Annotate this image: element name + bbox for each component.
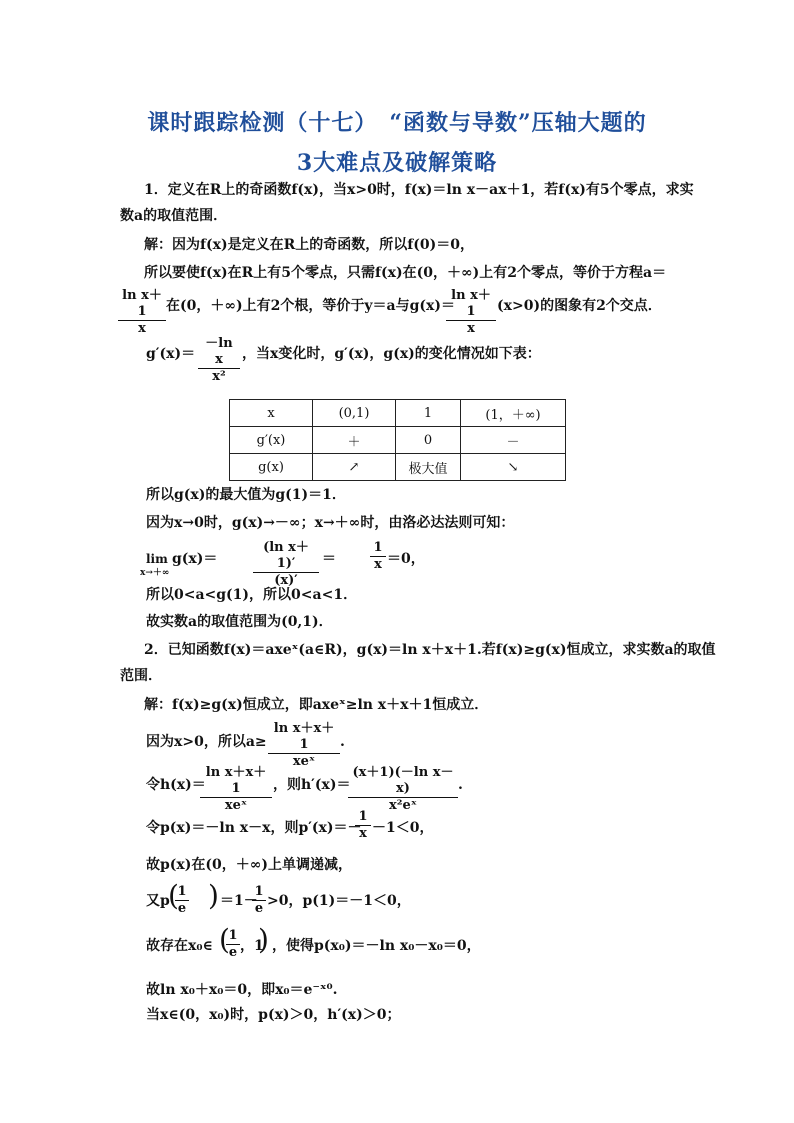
- problem2-solution-line5: 故p(x)在(0，＋∞)上单调递减，: [146, 857, 353, 873]
- table-row: [230, 427, 566, 454]
- right-paren: ): [208, 879, 219, 912]
- table-row: [230, 400, 566, 427]
- table-row: [230, 454, 566, 481]
- fraction-lhopital: [253, 540, 319, 589]
- fraction-one-over-x-2: [355, 809, 371, 842]
- fraction-denominator: xeˣ: [292, 754, 316, 769]
- fraction-numerator: (x＋1)(－ln x－x): [348, 765, 458, 798]
- page-title-line2: 3大难点及破解策略: [296, 150, 498, 176]
- table-cell: x: [230, 400, 313, 427]
- table-cell: 0: [396, 427, 461, 454]
- fraction-gprime: [198, 336, 240, 385]
- fraction-denominator: e: [254, 901, 264, 916]
- problem2-solution-line1: 解：f(x)≥g(x)恒成立，即axeˣ≥ln x＋x＋1恒成立．: [144, 697, 489, 713]
- limit-operator: lim: [146, 552, 168, 566]
- fraction-numerator: 1: [355, 809, 371, 826]
- problem2-solution-line3a: 令h(x)＝: [146, 777, 206, 793]
- right-paren: ): [258, 923, 269, 956]
- problem1-statement-line1: 1．定义在R上的奇函数f(x)，当x>0时，f(x)＝ln x－ax＋1，若f(x)有5个零点，求实: [144, 182, 694, 198]
- table-cell: －: [461, 427, 566, 454]
- fraction-numerator: 1: [226, 928, 240, 945]
- fraction-numerator: ln x＋1: [118, 288, 166, 321]
- fraction-numerator: (ln x＋1)′: [253, 540, 319, 573]
- problem1-solution-line2: 所以要使f(x)在R上有5个零点，只需f(x)在(0，＋∞)上有2个零点，等价于方程a＝: [144, 265, 667, 281]
- fraction-gx-definition: [446, 288, 496, 337]
- table-cell: g(x): [230, 454, 313, 481]
- problem1-solution-line5: 所以g(x)的最大值为g(1)＝1．: [146, 487, 346, 503]
- fraction-numerator: ln x＋x＋1: [200, 765, 272, 798]
- fraction-denominator: xeˣ: [224, 798, 248, 813]
- fraction-numerator: －ln x: [198, 336, 240, 369]
- fraction-a-bound: [268, 721, 340, 770]
- limit-result: ＝0，: [387, 551, 425, 567]
- problem1-statement-line2: 数a的取值范围．: [120, 208, 228, 224]
- limit-subscript: x→＋∞: [140, 568, 170, 578]
- fraction-hprime: [348, 765, 458, 814]
- problem2-solution-line3b: ，则h′(x)＝: [273, 777, 351, 793]
- limit-expression-start: g(x)＝: [172, 551, 218, 567]
- fraction-denominator: e: [228, 945, 238, 960]
- fraction-denominator: x: [467, 321, 475, 336]
- left-paren: (: [168, 879, 179, 912]
- limit-equals: ＝: [322, 551, 336, 567]
- problem2-solution-line6b: ＝1－: [220, 893, 258, 909]
- fraction-denominator: x²eˣ: [389, 798, 417, 813]
- fraction-denominator: e: [177, 901, 187, 916]
- page-title-line1: 课时跟踪检测（十七） “函数与导数”压轴大题的: [147, 110, 647, 136]
- problem2-solution-line6c: >0，p(1)＝－1＜0，: [267, 893, 411, 909]
- table-cell: 1: [396, 400, 461, 427]
- fraction-denominator: (x)′: [274, 573, 298, 588]
- table-cell: ↘: [461, 454, 566, 481]
- fraction-numerator: 1: [370, 540, 386, 557]
- table-cell: ↗: [313, 454, 396, 481]
- fraction-one-over-e-2: [252, 884, 266, 917]
- problem1-solution-line6: 因为x→0时，g(x)→－∞；x→＋∞时，由洛必达法则可知：: [146, 515, 515, 531]
- variation-table: [229, 399, 566, 481]
- interval-upper: ，1: [240, 938, 264, 954]
- problem2-solution-line4b: －1＜0，: [372, 820, 434, 836]
- fraction-denominator: x: [374, 557, 382, 572]
- table-cell: (0,1): [313, 400, 396, 427]
- table-cell: ＋: [313, 427, 396, 454]
- problem2-solution-line8: 故ln x₀＋x₀＝0，即x₀＝e⁻ˣ⁰.: [146, 982, 338, 998]
- problem2-solution-line3c: .: [458, 777, 463, 793]
- problem1-solution-line1: 解：因为f(x)是定义在R上的奇函数，所以f(0)＝0，: [144, 237, 475, 253]
- problem1-solution-line3b: (x>0)的图象有2个交点．: [497, 298, 662, 314]
- fraction-numerator: 1: [252, 884, 266, 901]
- fraction-numerator: 1: [175, 884, 189, 901]
- fraction-lnx-plus-1-over-x: [118, 288, 166, 337]
- table-cell: (1，＋∞): [461, 400, 566, 427]
- problem2-solution-line7c: ，使得p(x₀)＝－ln x₀－x₀＝0，: [272, 938, 481, 954]
- fraction-hx: [200, 765, 272, 814]
- problem2-solution-line2b: .: [340, 734, 345, 750]
- fraction-numerator: ln x＋1: [446, 288, 496, 321]
- fraction-denominator: x: [359, 826, 367, 841]
- fraction-numerator: ln x＋x＋1: [268, 721, 340, 754]
- problem1-solution-line8: 所以0<a<g(1)，所以0<a<1．: [146, 587, 358, 603]
- table-cell: 极大值: [396, 454, 461, 481]
- left-paren: (: [219, 923, 230, 956]
- problem2-statement-line1: 2．已知函数f(x)＝axeˣ(a∈R)，g(x)＝ln x＋x＋1.若f(x)≥g(x)恒成立，求实数a的取值: [144, 642, 716, 658]
- problem1-solution-line3a: 在(0，＋∞)上有2个根，等价于y＝a与g(x)＝: [166, 298, 455, 314]
- problem1-derivative-text: ，当x变化时，g′(x)，g(x)的变化情况如下表：: [242, 346, 541, 362]
- problem2-solution-line7a: 故存在x₀∈: [146, 938, 213, 954]
- problem2-solution-line9: 当x∈(0，x₀)时，p(x)＞0，h′(x)＞0；: [146, 1007, 401, 1023]
- fraction-one-over-e-3: [226, 928, 240, 961]
- problem2-statement-line2: 范围．: [120, 668, 162, 684]
- fraction-one-over-x: [370, 540, 386, 573]
- table-cell: g′(x): [230, 427, 313, 454]
- fraction-denominator: x²: [212, 369, 226, 384]
- problem2-solution-line4a: 令p(x)＝－ln x－x，则p′(x)＝－: [146, 820, 362, 836]
- problem2-solution-line6a: 又p: [146, 893, 170, 909]
- fraction-denominator: x: [138, 321, 146, 336]
- problem2-solution-line2a: 因为x>0，所以a≥: [146, 734, 267, 750]
- problem1-derivative-label: g′(x)＝: [146, 346, 196, 362]
- fraction-one-over-e: [175, 884, 189, 917]
- problem1-conclusion: 故实数a的取值范围为(0,1)．: [146, 614, 333, 630]
